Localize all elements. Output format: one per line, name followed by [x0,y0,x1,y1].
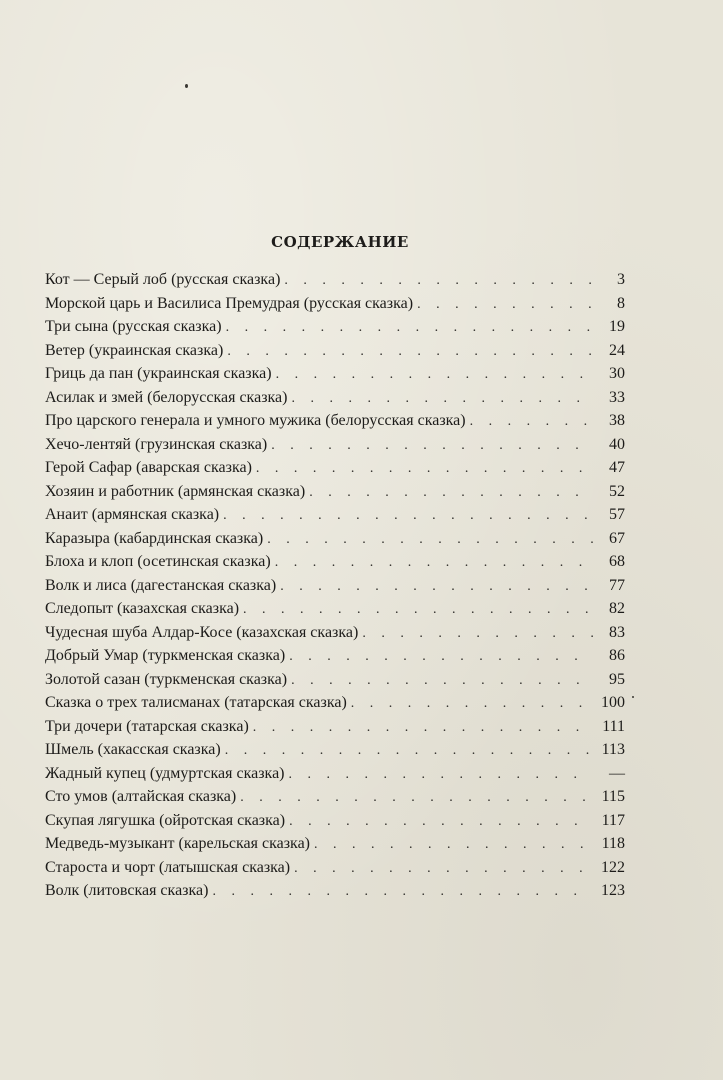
toc-entry-page: 30 [609,365,625,382]
leader-dots [240,786,593,810]
toc-entry[interactable] [45,574,625,598]
toc-entry-page: 52 [609,482,625,500]
leader-dots [294,857,593,881]
leader-dots [309,481,593,505]
toc-entry[interactable] [45,315,625,339]
toc-entry-page: 122 [601,858,625,876]
paper-speck [632,696,634,698]
toc-entry[interactable] [45,597,625,621]
toc-entry[interactable] [45,362,625,386]
toc-entry-title: Волк (литовская сказка) [45,882,209,899]
toc-entry-page: 67 [609,529,625,547]
leader-dots [289,763,594,787]
table-of-contents [45,268,625,903]
toc-entry[interactable] [45,691,625,715]
toc-entry-page: 68 [609,553,625,570]
leader-dots [227,340,593,364]
leader-dots [212,880,593,904]
toc-entry-title: Кот — Серый лоб (русская сказка) [45,271,281,288]
leader-dots [470,410,593,434]
toc-entry-title: Блоха и клоп (осетинская сказка) [45,553,271,570]
leader-dots [276,363,593,387]
toc-entry[interactable] [45,644,625,668]
leader-dots [291,387,593,411]
toc-entry-title: Ветер (украинская сказка) [45,341,224,359]
toc-entry-page: 123 [601,882,625,899]
leader-dots [289,645,593,669]
toc-entry-page: 77 [609,576,625,594]
toc-entry[interactable] [45,668,625,692]
toc-entry[interactable] [45,809,625,833]
toc-entry-page: 47 [609,459,625,476]
toc-entry-title: Шмель (хакасская сказка) [45,741,221,758]
toc-entry-title: Золотой сазан (туркменская сказка) [45,670,288,688]
toc-entry-page: 117 [601,811,625,829]
paper-speck [185,84,188,88]
leader-dots [289,810,593,834]
leader-dots [314,833,593,857]
toc-entry-page: 24 [609,341,625,359]
toc-entry[interactable] [45,856,625,880]
contents-heading: СОДЕРЖАНИЕ [271,233,409,251]
toc-entry[interactable] [45,738,625,762]
toc-entry-page: 83 [609,623,625,641]
toc-entry-title: Добрый Умар (туркменская сказка) [45,647,286,664]
toc-entry-page: 8 [617,294,625,312]
toc-entry-page: 95 [609,670,625,688]
toc-entry-title: Анаит (армянская сказка) [45,506,220,523]
toc-entry-title: Про царского генерала и умного мужика (белорусская сказка) [45,412,466,429]
toc-entry[interactable] [45,762,625,786]
toc-entry-page: 82 [609,600,625,617]
leader-dots [275,551,593,575]
leader-dots [226,316,593,340]
toc-entry-title: Чудесная шуба Алдар-Косе (казахская сказка) [45,623,359,641]
toc-entry-title: Жадный купец (удмуртская сказка) [45,764,285,782]
toc-entry-title: Староста и чорт (латышская сказка) [45,858,291,876]
toc-entry-title: Волк и лиса (дагестанская сказка) [45,576,277,594]
toc-entry[interactable] [45,292,625,316]
leader-dots [271,434,593,458]
toc-entry[interactable] [45,409,625,433]
toc-entry-page: 40 [609,435,625,453]
toc-entry[interactable] [45,550,625,574]
toc-entry[interactable] [45,785,625,809]
leader-dots [280,575,593,599]
toc-entry[interactable] [45,268,625,292]
toc-entry-title: Гриць да пан (украинская сказка) [45,365,272,382]
toc-entry-title: Три дочери (татарская сказка) [45,717,249,735]
leader-dots [284,269,593,293]
toc-entry-title: Скупая лягушка (ойротская сказка) [45,811,286,829]
toc-entry-title: Хечо-лентяй (грузинская сказка) [45,435,268,453]
leader-dots [225,739,593,763]
toc-entry-page: 33 [609,388,625,406]
toc-entry-title: Медведь-музыкант (карельская сказка) [45,835,310,852]
toc-entry[interactable] [45,339,625,363]
leader-dots [223,504,593,528]
toc-entry[interactable] [45,456,625,480]
toc-entry-page: 3 [617,271,625,288]
toc-entry-title: Хозяин и работник (армянская сказка) [45,482,306,500]
toc-entry-page: 113 [601,741,625,758]
toc-entry-page: 57 [609,506,625,523]
toc-entry-page: 115 [601,788,625,805]
toc-entry-title: Асилак и змей (белорусская сказка) [45,388,288,406]
toc-entry-page: 118 [601,835,625,852]
toc-entry-page: 86 [609,647,625,664]
toc-entry[interactable] [45,480,625,504]
toc-entry-title: Следопыт (казахская сказка) [45,600,240,617]
toc-entry-page: 38 [609,412,625,429]
toc-entry-page: 100 [601,694,625,711]
toc-entry-title: Каразыра (кабардинская сказка) [45,529,264,547]
toc-entry[interactable] [45,503,625,527]
leader-dots [351,692,593,716]
toc-entry[interactable] [45,832,625,856]
toc-entry[interactable] [45,621,625,645]
toc-entry-title: Морской царь и Василиса Премудрая (русская сказка) [45,294,414,312]
leader-dots [267,528,593,552]
leader-dots [417,293,593,317]
toc-entry-title: Сто умов (алтайская сказка) [45,788,237,805]
toc-entry-page: — [609,764,625,782]
toc-entry[interactable] [45,433,625,457]
toc-entry-title: Три сына (русская сказка) [45,318,222,335]
toc-entry[interactable] [45,879,625,903]
leader-dots [362,622,593,646]
leader-dots [253,716,593,740]
toc-entry-title: Сказка о трех талисманах (татарская сказка) [45,694,347,711]
leader-dots [291,669,593,693]
toc-entry[interactable] [45,715,625,739]
toc-entry-title: Герой Сафар (аварская сказка) [45,459,252,476]
toc-entry[interactable] [45,386,625,410]
toc-entry-page: 19 [609,318,625,335]
toc-entry[interactable] [45,527,625,551]
leader-dots [243,598,593,622]
toc-entry-page: 111 [602,717,625,735]
leader-dots [256,457,593,481]
